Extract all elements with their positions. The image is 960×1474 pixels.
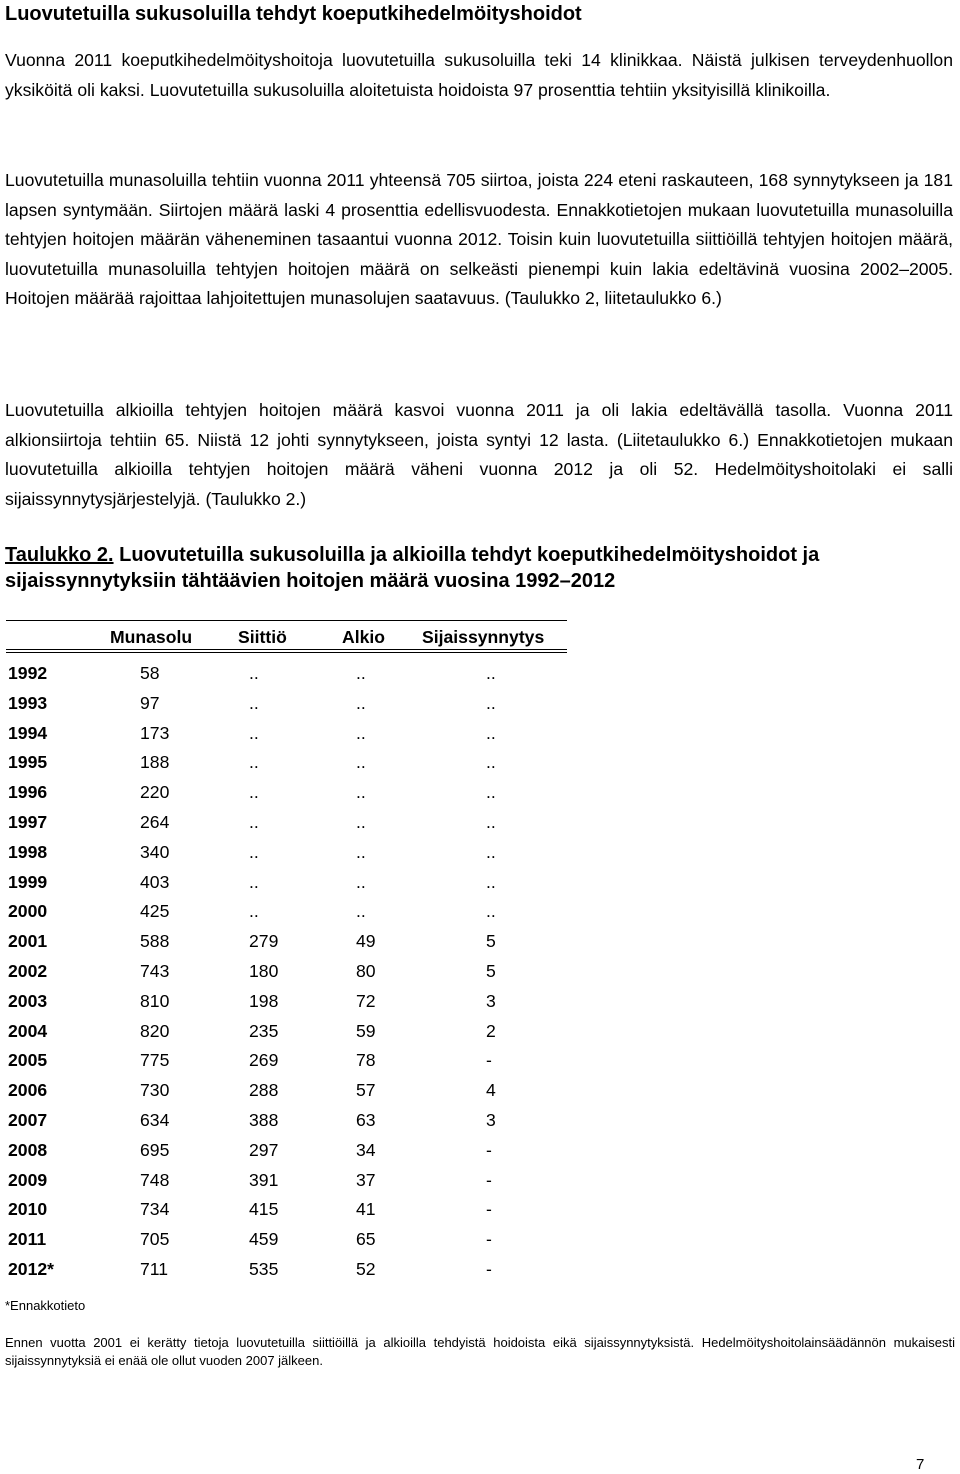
table-cell-munasolu: 705 bbox=[140, 1229, 170, 1249]
table-cell-siittio: 459 bbox=[249, 1229, 279, 1249]
table-top-rule bbox=[6, 620, 567, 621]
table-cell-alkio: 63 bbox=[356, 1110, 376, 1130]
table-row-year: 2008 bbox=[8, 1140, 48, 1160]
table-cell-munasolu: 734 bbox=[140, 1199, 170, 1219]
table-cell-siittio: 535 bbox=[249, 1259, 279, 1279]
table-cell-siittio: 180 bbox=[249, 961, 279, 981]
table-cell-alkio: 80 bbox=[356, 961, 376, 981]
table-cell-siittio: .. bbox=[249, 782, 259, 802]
table-cell-sijaissynnytys: 2 bbox=[486, 1021, 496, 1041]
table-cell-alkio: .. bbox=[356, 723, 366, 743]
table-cell-alkio: 59 bbox=[356, 1021, 376, 1041]
table-row-year: 2007 bbox=[8, 1110, 48, 1130]
table-cell-sijaissynnytys: .. bbox=[486, 872, 496, 892]
table-cell-siittio: 415 bbox=[249, 1199, 279, 1219]
table-cell-sijaissynnytys: .. bbox=[486, 842, 496, 862]
table-cell-sijaissynnytys: - bbox=[486, 1140, 492, 1160]
table-cell-sijaissynnytys: - bbox=[486, 1050, 492, 1070]
table-cell-munasolu: 743 bbox=[140, 961, 170, 981]
table-note: Ennen vuotta 2001 ei kerätty tietoja luovutetuilla siittiöillä ja alkioilla tehdyistä hoidoista eikä sijaissynnytyksistä. Hedelmöityshoitolainsäädännön mukaisesti sijaissynnytyksiä ei enää ole ollut vuoden 2007 jälkeen. bbox=[5, 1335, 955, 1368]
table-cell-sijaissynnytys: - bbox=[486, 1199, 492, 1219]
table-row-year: 2006 bbox=[8, 1080, 48, 1100]
table-cell-alkio: .. bbox=[356, 663, 366, 683]
table-cell-sijaissynnytys: .. bbox=[486, 782, 496, 802]
table-cell-alkio: 49 bbox=[356, 931, 376, 951]
table-cell-siittio: 235 bbox=[249, 1021, 279, 1041]
column-header-siittio: Siittiö bbox=[238, 627, 287, 647]
table-row-year: 1995 bbox=[8, 752, 48, 772]
column-header-alkio: Alkio bbox=[342, 627, 386, 647]
table-row-year: 2012* bbox=[8, 1259, 54, 1279]
section-heading: Luovutetuilla sukusoluilla tehdyt koeputkihedelmöityshoidot bbox=[5, 3, 582, 25]
paragraph-embryos: Luovutetuilla alkioilla tehtyjen hoitojen määrä kasvoi vuonna 2011 ja oli lakia edeltävällä tasolla. Vuonna 2011 alkionsiirtoja tehtiin 65. Niistä 12 johti synnytykseen, joista syntyi 12 lasta. (Liitetaulukko 6.) Ennakkotietojen mukaan luovutetuilla alkioilla tehtyjen hoitojen määrä väheni vuonna 2012 ja oli 52. Hedelmöityshoitolaki ei salli sijaissynnytysjärjestelyjä. (Taulukko 2.) bbox=[5, 400, 953, 509]
table-cell-alkio: .. bbox=[356, 693, 366, 713]
table-row-year: 2003 bbox=[8, 991, 48, 1011]
table-cell-alkio: 57 bbox=[356, 1080, 376, 1100]
table-cell-munasolu: 695 bbox=[140, 1140, 170, 1160]
table-cell-sijaissynnytys: .. bbox=[486, 723, 496, 743]
table-row-year: 2004 bbox=[8, 1021, 48, 1041]
table-cell-munasolu: 58 bbox=[140, 663, 160, 683]
table-row-year: 2000 bbox=[8, 901, 48, 921]
table-row-year: 1998 bbox=[8, 842, 48, 862]
table-row-year: 2009 bbox=[8, 1170, 48, 1190]
table-cell-alkio: 52 bbox=[356, 1259, 376, 1279]
table-cell-sijaissynnytys: .. bbox=[486, 663, 496, 683]
table-cell-munasolu: 810 bbox=[140, 991, 170, 1011]
table-cell-sijaissynnytys: 3 bbox=[486, 1110, 496, 1130]
table-cell-munasolu: 634 bbox=[140, 1110, 170, 1130]
column-header-sijaissynnytys: Sijaissynnytys bbox=[422, 627, 545, 647]
table-cell-sijaissynnytys: - bbox=[486, 1170, 492, 1190]
table-cell-sijaissynnytys: .. bbox=[486, 752, 496, 772]
table-cell-alkio: 65 bbox=[356, 1229, 376, 1249]
page-number: 7 bbox=[916, 1456, 925, 1473]
table-cell-siittio: 279 bbox=[249, 931, 279, 951]
table-cell-alkio: .. bbox=[356, 872, 366, 892]
table-cell-siittio: .. bbox=[249, 663, 259, 683]
table-cell-alkio: 34 bbox=[356, 1140, 376, 1160]
table-cell-alkio: 37 bbox=[356, 1170, 376, 1190]
table-cell-siittio: .. bbox=[249, 872, 259, 892]
table-cell-siittio: .. bbox=[249, 752, 259, 772]
table-cell-munasolu: 188 bbox=[140, 752, 170, 772]
table-cell-sijaissynnytys: 5 bbox=[486, 931, 496, 951]
table-row-year: 2002 bbox=[8, 961, 48, 981]
table-cell-munasolu: 425 bbox=[140, 901, 170, 921]
table-title bbox=[5, 542, 953, 594]
table-cell-sijaissynnytys: .. bbox=[486, 693, 496, 713]
table-cell-munasolu: 820 bbox=[140, 1021, 170, 1041]
table-cell-siittio: .. bbox=[249, 723, 259, 743]
table-cell-munasolu: 711 bbox=[140, 1259, 169, 1279]
column-header-munasolu: Munasolu bbox=[110, 627, 193, 647]
paragraph-clinics: Vuonna 2011 koeputkihedelmöityshoitoja luovutetuilla sukusoluilla teki 14 klinikkaa. Näistä julkisen terveydenhuollon yksiköitä oli kaksi. Luovutetuilla sukusoluilla aloitetuista hoidoista 97 prosenttia tehtiin yksityisillä klinikoilla. bbox=[5, 50, 953, 100]
table-cell-alkio: 78 bbox=[356, 1050, 376, 1070]
table-cell-sijaissynnytys: .. bbox=[486, 812, 496, 832]
footnote: *Ennakkotieto bbox=[5, 1298, 86, 1313]
table-cell-munasolu: 340 bbox=[140, 842, 170, 862]
table-row-year: 1996 bbox=[8, 782, 48, 802]
table-cell-munasolu: 220 bbox=[140, 782, 170, 802]
table-cell-siittio: 391 bbox=[249, 1170, 279, 1190]
table-cell-munasolu: 748 bbox=[140, 1170, 170, 1190]
table-cell-munasolu: 588 bbox=[140, 931, 170, 951]
table-cell-munasolu: 264 bbox=[140, 812, 170, 832]
table-cell-siittio: 288 bbox=[249, 1080, 279, 1100]
table-cell-alkio: .. bbox=[356, 812, 366, 832]
table-cell-sijaissynnytys: 4 bbox=[486, 1080, 496, 1100]
table-cell-alkio: .. bbox=[356, 782, 366, 802]
table-row-year: 1994 bbox=[8, 723, 48, 743]
table-cell-alkio: .. bbox=[356, 842, 366, 862]
table-cell-siittio: 388 bbox=[249, 1110, 279, 1130]
table-header-rule bbox=[6, 649, 567, 650]
table-row-year: 2010 bbox=[8, 1199, 48, 1219]
table-cell-sijaissynnytys: 5 bbox=[486, 961, 496, 981]
paragraph-oocytes: Luovutetuilla munasoluilla tehtiin vuonna 2011 yhteensä 705 siirtoa, joista 224 eteni raskauteen, 168 synnytykseen ja 181 lapsen syntymään. Siirtojen määrä laski 4 prosenttia edellisvuodesta. Ennakkotietojen mukaan luovutetuilla munasoluilla tehtyjen hoitojen määrän väheneminen tasaantui vuonna 2012. Toisin kuin luovutetuilla siittiöillä tehtyjen hoitojen määrä, luovutetuilla munasoluilla tehtyjen hoitojen määrä on selkeästi pienempi kuin lakia edeltävinä vuosina 2002–2005. Hoitojen määrää rajoittaa lahjoitettujen munasolujen saatavuus. (Taulukko 2, liitetaulukko 6.) bbox=[5, 170, 953, 308]
table-cell-siittio: 297 bbox=[249, 1140, 279, 1160]
table-row-year: 1992 bbox=[8, 663, 48, 683]
table-cell-munasolu: 403 bbox=[140, 872, 170, 892]
table-cell-munasolu: 730 bbox=[140, 1080, 170, 1100]
table-row-year: 1997 bbox=[8, 812, 48, 832]
table-row-year: 1993 bbox=[8, 693, 48, 713]
table-row-year: 2005 bbox=[8, 1050, 48, 1070]
table-cell-sijaissynnytys: - bbox=[486, 1229, 492, 1249]
table-cell-alkio: .. bbox=[356, 752, 366, 772]
table-title-text: Luovutetuilla sukusoluilla ja alkioilla tehdyt koeputkihedelmöityshoidot ja sijaissynnytyksiin tähtäävien hoitojen määrä vuosina 1992–2012 bbox=[5, 544, 820, 592]
table-cell-siittio: .. bbox=[249, 842, 259, 862]
table-cell-alkio: .. bbox=[356, 901, 366, 921]
table-row-year: 1999 bbox=[8, 872, 48, 892]
table-cell-sijaissynnytys: 3 bbox=[486, 991, 496, 1011]
table-cell-siittio: 198 bbox=[249, 991, 279, 1011]
table-cell-munasolu: 775 bbox=[140, 1050, 170, 1070]
table-cell-siittio: .. bbox=[249, 812, 259, 832]
table-cell-sijaissynnytys: - bbox=[486, 1259, 492, 1279]
table-cell-munasolu: 97 bbox=[140, 693, 160, 713]
table-cell-siittio: .. bbox=[249, 693, 259, 713]
table-row-year: 2001 bbox=[8, 931, 48, 951]
table-header-rule-second bbox=[6, 652, 567, 653]
table-title-prefix: Taulukko 2. bbox=[5, 544, 114, 566]
table-cell-munasolu: 173 bbox=[140, 723, 170, 743]
table-cell-siittio: .. bbox=[249, 901, 259, 921]
table-cell-alkio: 41 bbox=[356, 1199, 376, 1219]
table-cell-sijaissynnytys: .. bbox=[486, 901, 496, 921]
table-row-year: 2011 bbox=[8, 1229, 47, 1249]
table-cell-siittio: 269 bbox=[249, 1050, 279, 1070]
table-cell-alkio: 72 bbox=[356, 991, 376, 1011]
